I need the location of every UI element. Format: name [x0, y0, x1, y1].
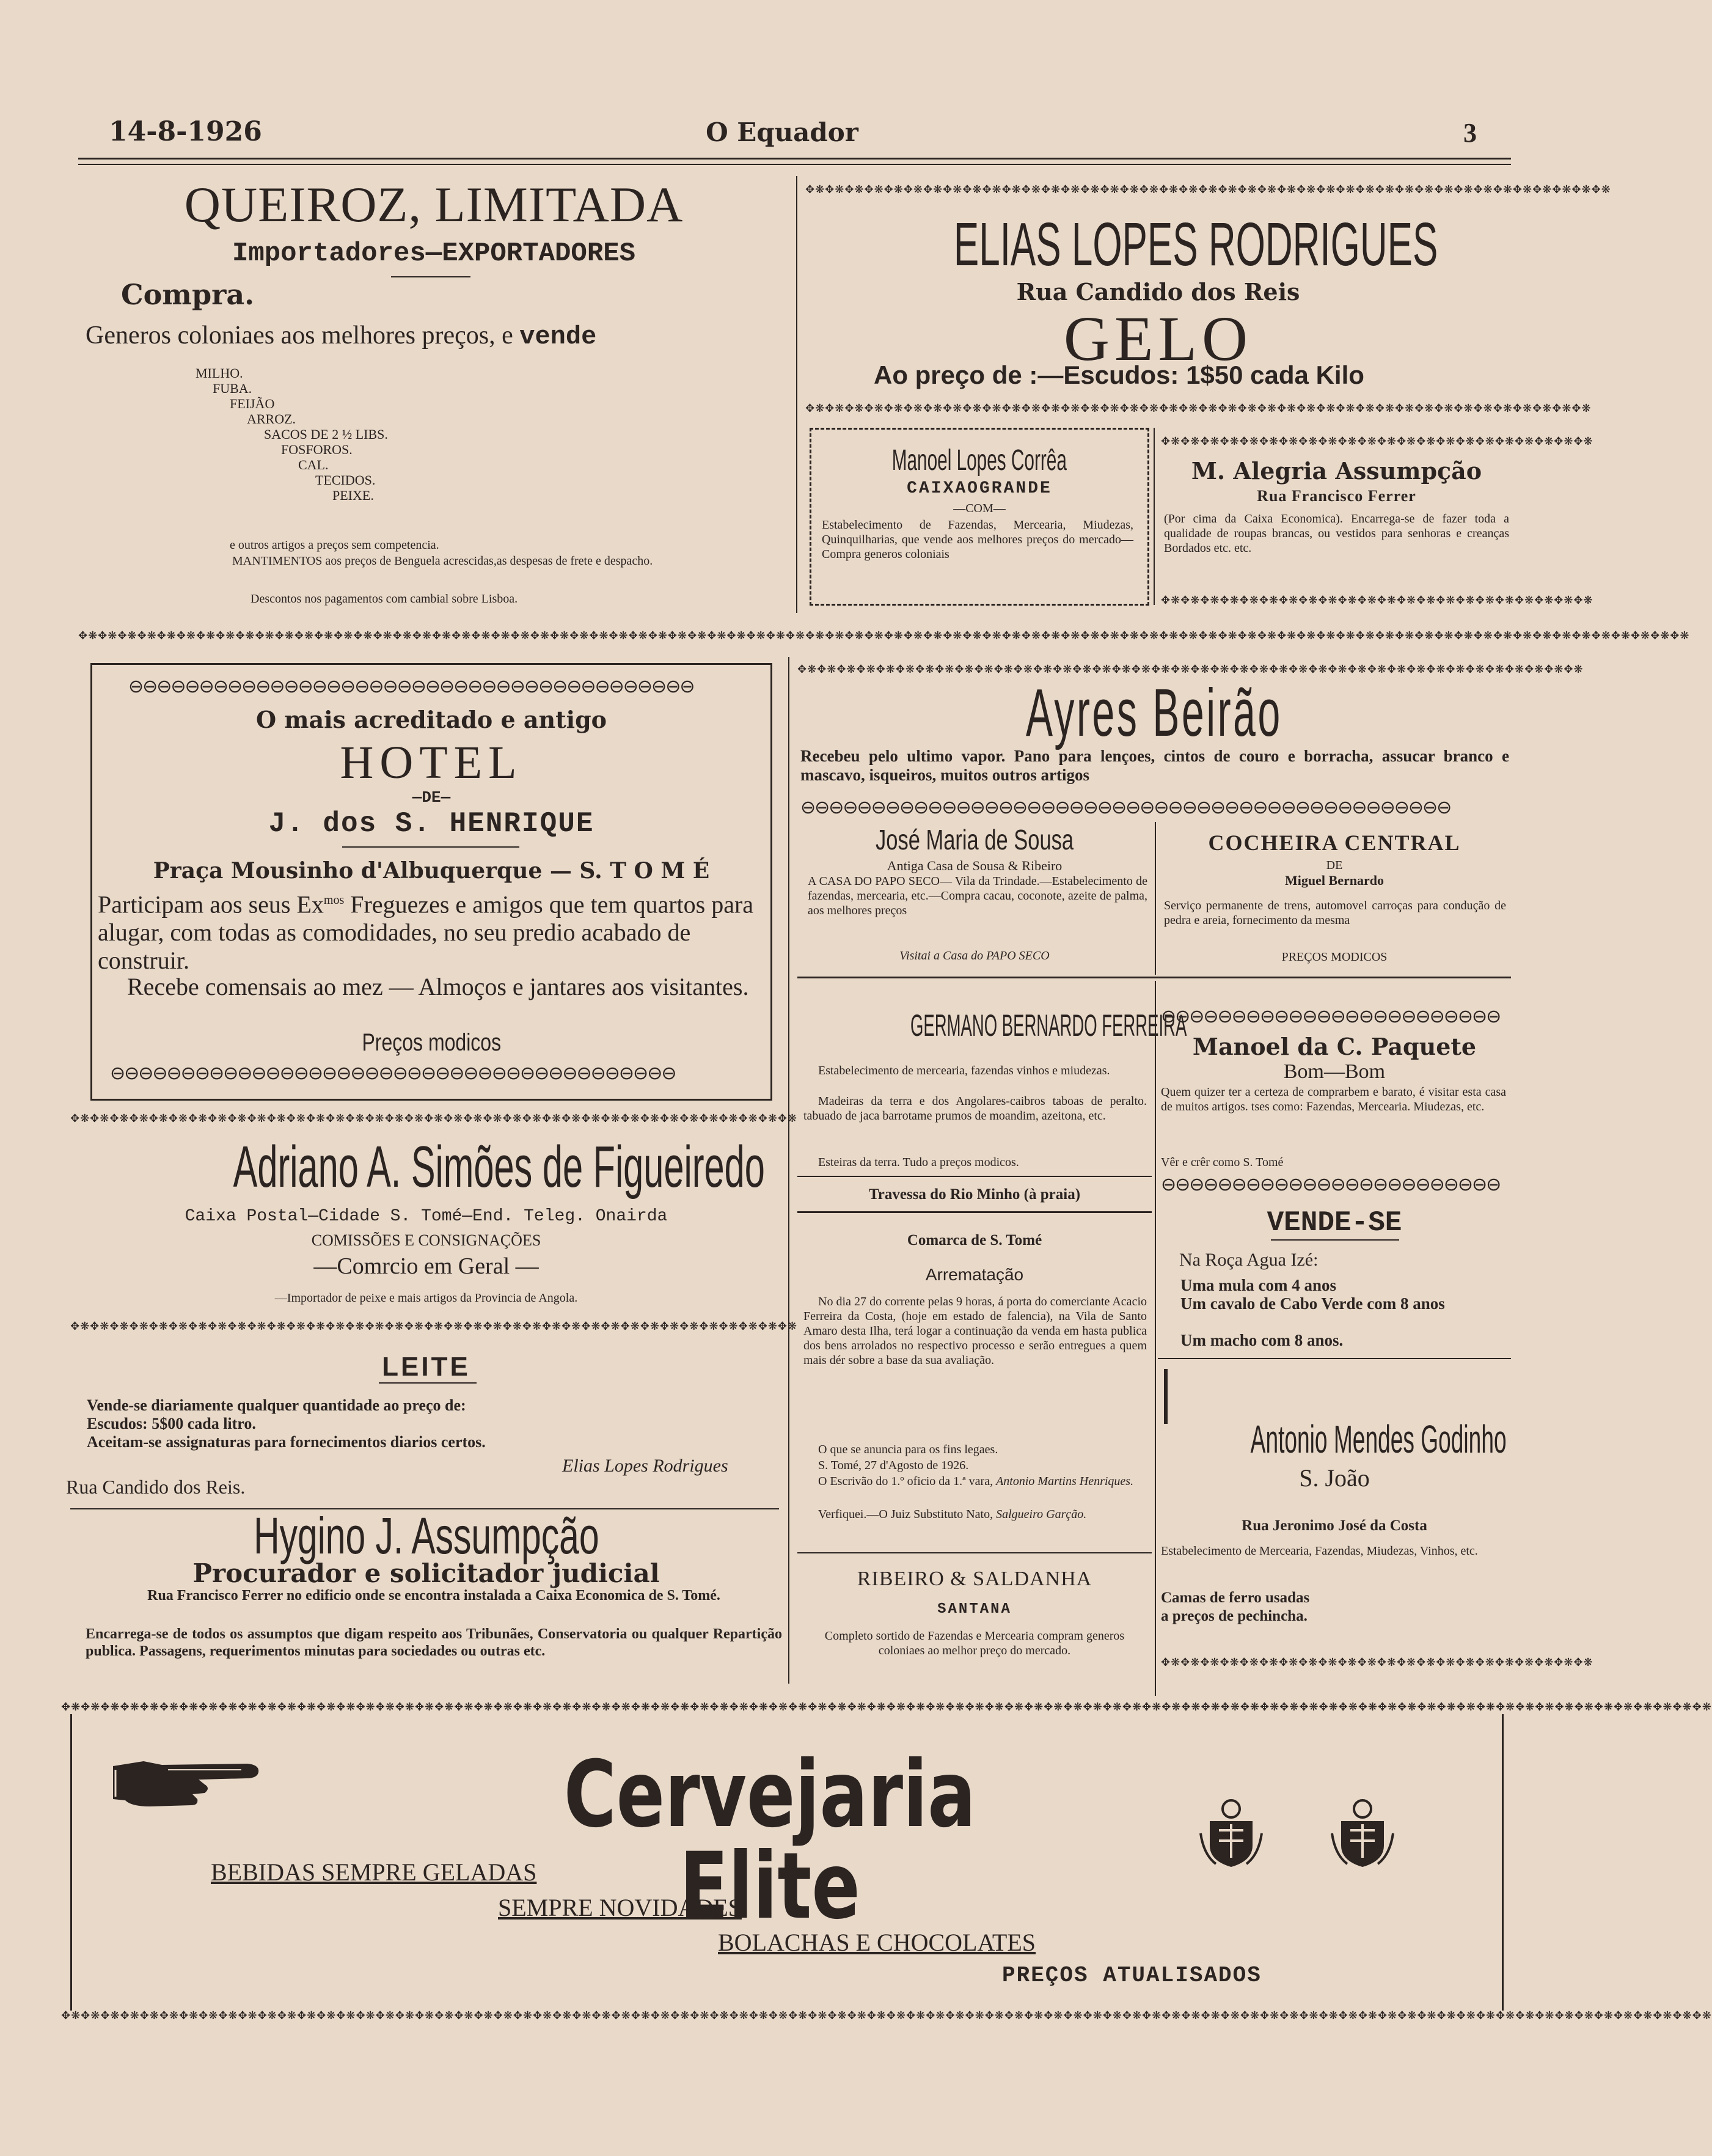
leite-sign: Elias Lopes Rodrigues: [562, 1456, 728, 1476]
paquete-end: Vêr e crêr como S. Tomé: [1161, 1156, 1284, 1169]
godinho-note-2: a preços de pechincha.: [1161, 1608, 1308, 1624]
ayres-name-wrap: [797, 675, 1511, 750]
vende-se-rule: [1271, 1239, 1399, 1241]
germano-text-2: Madeiras da terra e dos Angolares-caibros taboas de peralto. tabuado de jaca barrotame prumos de moandim, azeitona, etc.: [803, 1094, 1147, 1123]
alegria-name: M. Alegria Assumpção: [1191, 457, 1482, 485]
paquete-sub: Bom—Bom: [1283, 1060, 1386, 1083]
hygino-title: Procurador e solicitador judicial: [192, 1558, 660, 1588]
comarca-line-4b: Antonio Martins Henriques.: [996, 1475, 1134, 1488]
vende-se-line-3: Um macho com 8 anos.: [1180, 1331, 1344, 1349]
hotel-top: O mais acreditado e antigo: [255, 706, 607, 733]
ornament-border: ✥❋✥❋✥❋✥❋✥❋✥❋✥❋✥❋✥❋✥❋✥❋✥❋✥❋✥❋✥❋✥❋✥❋✥❋✥❋✥❋✥❋✥❋: [1161, 1656, 1593, 1669]
chain-ornament: ⊖⊖⊖⊖⊖⊖⊖⊖⊖⊖⊖⊖⊖⊖⊖⊖⊖⊖⊖⊖⊖⊖⊖⊖: [1161, 1006, 1501, 1027]
cocheira-name: COCHEIRA CENTRAL: [1208, 831, 1461, 855]
ornament-divider: ✥❋✥❋✥❋✥❋✥❋✥❋✥❋✥❋✥❋✥❋✥❋✥❋✥❋✥❋✥❋✥❋✥❋✥❋✥❋✥❋✥❋✥❋✥❋✥❋✥❋✥❋✥❋✥❋✥❋✥❋✥❋✥❋✥❋✥❋✥❋✥❋✥❋: [70, 1112, 798, 1125]
hotel-prices-wrap: [90, 1028, 772, 1057]
cocheira-de: DE: [1326, 859, 1343, 872]
chain-ornament: ⊖⊖⊖⊖⊖⊖⊖⊖⊖⊖⊖⊖⊖⊖⊖⊖⊖⊖⊖⊖⊖⊖⊖⊖: [1161, 1174, 1501, 1195]
queiroz-note-2: MANTIMENTOS aos preços de Benguela acrescidas,as despesas de frete e despacho.: [232, 554, 653, 568]
coat-of-arms-icon: [1329, 1797, 1396, 1870]
ornament-border: ✥❋✥❋✥❋✥❋✥❋✥❋✥❋✥❋✥❋✥❋✥❋✥❋✥❋✥❋✥❋✥❋✥❋✥❋✥❋✥❋✥❋✥❋✥❋✥❋✥❋✥❋✥❋✥❋✥❋✥❋✥❋✥❋✥❋✥❋✥❋✥❋✥❋✥❋✥❋✥❋✥❋✥❋✥❋✥❋✥❋✥❋✥❋✥❋✥❋✥❋✥❋✥❋✥❋✥❋✥❋✥❋✥❋✥❋✥❋✥❋✥❋✥❋✥❋✥❋✥❋✥❋✥❋✥❋✥❋✥❋✥❋✥❋✥❋✥❋✥❋✥❋✥❋✥❋✥❋✥❋✥❋✥❋✥❋✥❋: [61, 2009, 1712, 2022]
elias-price-label: Ao preço de :—Escudos:: [874, 361, 1179, 389]
pointing-hand-icon: [107, 1748, 266, 1815]
ornament-border: ✥❋✥❋✥❋✥❋✥❋✥❋✥❋✥❋✥❋✥❋✥❋✥❋✥❋✥❋✥❋✥❋✥❋✥❋✥❋✥❋✥❋✥❋✥❋✥❋✥❋✥❋✥❋✥❋✥❋✥❋✥❋✥❋✥❋✥❋✥❋✥❋✥❋✥❋✥❋✥❋: [797, 663, 1584, 676]
vende-se-place: Na Roça Agua Izé:: [1179, 1250, 1319, 1270]
ornament-divider: ✥❋✥❋✥❋✥❋✥❋✥❋✥❋✥❋✥❋✥❋✥❋✥❋✥❋✥❋✥❋✥❋✥❋✥❋✥❋✥❋✥❋✥❋✥❋✥❋✥❋✥❋✥❋✥❋✥❋✥❋✥❋✥❋✥❋✥❋✥❋✥❋✥❋✥❋✥❋✥❋✥❋✥❋✥❋✥❋✥❋✥❋✥❋✥❋✥❋✥❋✥❋✥❋✥❋✥❋✥❋✥❋✥❋✥❋✥❋✥❋✥❋✥❋✥❋✥❋✥❋✥❋✥❋✥❋✥❋✥❋✥❋✥❋✥❋✥❋✥❋✥❋✥❋✥❋✥❋✥❋✥❋✥❋: [78, 629, 1690, 642]
queiroz-note-3: Descontos nos pagamentos com cambial sobre Lisboa.: [251, 592, 518, 606]
godinho-name: Antonio Mendes Godinho: [1250, 1417, 1507, 1461]
vende-se-line-2: Um cavalo de Cabo Verde com 8 anos: [1180, 1294, 1445, 1313]
elias-price-value: 1$50 cada Kilo: [1186, 361, 1364, 389]
paquete-name: Manoel da C. Paquete: [1192, 1033, 1477, 1060]
adriano-name-wrap: [70, 1134, 782, 1200]
adriano-name: Adriano A. Simões de Figueiredo: [233, 1134, 765, 1200]
header-date: 14-8-1926: [109, 116, 262, 147]
queiroz-item: PEIXE.: [332, 488, 374, 503]
queiroz-item: MILHO.: [196, 365, 243, 381]
ribeiro-name: RIBEIRO & SALDANHA: [857, 1568, 1092, 1590]
elias-name-wrap: [805, 210, 1511, 279]
ornament-border: ✥❋✥❋✥❋✥❋✥❋✥❋✥❋✥❋✥❋✥❋✥❋✥❋✥❋✥❋✥❋✥❋✥❋✥❋✥❋✥❋✥❋✥❋: [1161, 435, 1593, 448]
comarca-line-5: [803, 1507, 1147, 1522]
godinho-name-wrap: [1158, 1418, 1511, 1461]
manoel-lopes-text: Estabelecimento de Fazendas, Mercearia, Miudezas, Quinquilharias, que vende aos melhores preços do mercado—Compra generos coloniais: [822, 518, 1133, 561]
manoel-lopes-name: Manoel Lopes Corrêa: [891, 444, 1067, 477]
comarca-bottom-rule: [797, 1552, 1152, 1553]
leite-title: LEITE: [382, 1352, 470, 1382]
vende-se-line-1: Uma mula com 4 anos: [1180, 1276, 1336, 1294]
hotel-address: Praça Mousinho d'Albuquerque — S. T O M É: [153, 858, 710, 884]
germano-text-1: Estabelecimento de mercearia, fazendas vinhos e miudezas.: [818, 1064, 1110, 1077]
queiroz-item: SACOS DE 2 ½ LIBS.: [264, 427, 388, 442]
queiroz-subtitle: Importadores—EXPORTADORES: [232, 238, 636, 269]
adriano-line-2: COMISSÕES E CONSIGNAÇÕES: [311, 1231, 541, 1249]
elias-name: ELIAS LOPES RODRIGUES: [953, 210, 1438, 279]
section-rule: [797, 977, 1511, 978]
queiroz-item: ARROZ.: [247, 411, 296, 427]
godinho-place: S. João: [1299, 1464, 1370, 1492]
jose-line-3: Visitai a Casa do PAPO SECO: [899, 949, 1050, 963]
comarca-sub: Arrematação: [925, 1265, 1024, 1284]
jose-divider: [1155, 822, 1156, 975]
germano-street: Travessa do Rio Minho (à praia): [868, 1186, 1081, 1203]
queiroz-items: [196, 365, 388, 503]
queiroz-generos-text: Generos coloniaes aos melhores preços, e: [86, 321, 513, 350]
germano-rule: [797, 1176, 1152, 1177]
germano-text-3: Esteiras da terra. Tudo a preços modicos.: [818, 1156, 1019, 1169]
elias-street: Rua Candido dos Reis: [1016, 278, 1300, 306]
ornament-border: ✥❋✥❋✥❋✥❋✥❋✥❋✥❋✥❋✥❋✥❋✥❋✥❋✥❋✥❋✥❋✥❋✥❋✥❋✥❋✥❋✥❋✥❋✥❋✥❋✥❋✥❋✥❋✥❋✥❋✥❋✥❋✥❋✥❋✥❋✥❋✥❋✥❋✥❋✥❋✥❋: [805, 402, 1592, 415]
godinho-text: Estabelecimento de Mercearia, Fazendas, Miudezas, Vinhos, etc.: [1161, 1544, 1478, 1558]
header-rule: [78, 158, 1511, 160]
queiroz-title: QUEIROZ, LIMITADA: [184, 177, 684, 232]
leite-line-1: Vende-se diariamente qualquer quantidade ao preço de:: [87, 1396, 466, 1414]
hotel-owner: J. dos S. HENRIQUE: [268, 808, 594, 840]
germano-divider: [1155, 981, 1156, 1696]
comarca-line-5b: Salgueiro Garção.: [996, 1508, 1087, 1521]
cervejaria-right-border: [1502, 1714, 1504, 2011]
comarca-title: Comarca de S. Tomé: [907, 1232, 1042, 1248]
cervejaria-name: Cervejaria Elite: [563, 1742, 976, 1940]
paquete-text: Quem quizer ter a certeza de comprarbem e barato, é visitar esta casa de muitos artigos. tses como: Fazendas, Mercearia. Miudezas, etc.: [1161, 1085, 1506, 1113]
queiroz-item: CAL.: [298, 457, 329, 472]
elias-product: GELO: [1063, 304, 1253, 374]
comarca-line-4: [803, 1474, 1147, 1489]
chain-ornament: ⊖⊖⊖⊖⊖⊖⊖⊖⊖⊖⊖⊖⊖⊖⊖⊖⊖⊖⊖⊖⊖⊖⊖⊖⊖⊖⊖⊖⊖⊖⊖⊖⊖⊖⊖⊖⊖⊖⊖⊖: [128, 676, 694, 697]
queiroz-generos: [86, 321, 596, 351]
cervejaria-left-border: [70, 1714, 72, 2011]
cervejaria-line-2: SEMPRE NOVIDADES: [498, 1894, 742, 1921]
elias-price: [874, 361, 1364, 390]
godinho-left-bar: [1164, 1369, 1168, 1424]
leite-line-2: Escudos: 5$00 cada litro.: [87, 1415, 256, 1432]
queiroz-item: TECIDOS.: [315, 472, 376, 488]
ornament-border: ✥❋✥❋✥❋✥❋✥❋✥❋✥❋✥❋✥❋✥❋✥❋✥❋✥❋✥❋✥❋✥❋✥❋✥❋✥❋✥❋✥❋✥❋✥❋✥❋✥❋✥❋✥❋✥❋✥❋✥❋✥❋✥❋✥❋✥❋✥❋✥❋✥❋✥❋✥❋✥❋✥❋✥❋✥❋✥❋✥❋✥❋✥❋✥❋✥❋✥❋✥❋✥❋✥❋✥❋✥❋✥❋✥❋✥❋✥❋✥❋✥❋✥❋✥❋✥❋✥❋✥❋✥❋✥❋✥❋✥❋✥❋✥❋✥❋✥❋✥❋✥❋✥❋✥❋✥❋✥❋✥❋✥❋✥❋✥❋: [61, 1701, 1712, 1714]
queiroz-small-rule: [391, 276, 470, 277]
queiroz-vende: vende: [519, 322, 597, 351]
hotel-text-2: Recebe comensais ao mez — Almoços e jantares aos visitantes.: [127, 973, 749, 1000]
ayres-name: Ayres Beirão: [1026, 675, 1282, 750]
hotel-text-1b: Freguezes e amigos que tem quartos para alugar, com todas as comodidades, no seu predio acabado de construir.: [98, 890, 754, 975]
comarca-line-2: O que se anuncia para os fins legaes.: [818, 1443, 998, 1456]
ribeiro-text: Completo sortido de Fazendas e Mercearia compram generos coloniaes ao melhor preço do mercado.: [824, 1629, 1125, 1657]
comarca-line-3: S. Tomé, 27 d'Agosto de 1926.: [818, 1459, 969, 1472]
cocheira-owner: Miguel Bernardo: [1285, 873, 1384, 888]
cocheira-text: Serviço permanente de trens, automovel carroças para condução de pedra e areia, fornecimento da mesma: [1164, 899, 1506, 927]
cocheira-prices: PREÇOS MODICOS: [1281, 950, 1388, 964]
hygino-name-wrap: [70, 1508, 782, 1564]
hygino-name: Hygino J. Assumpção: [253, 1507, 599, 1564]
ornament-border: ✥❋✥❋✥❋✥❋✥❋✥❋✥❋✥❋✥❋✥❋✥❋✥❋✥❋✥❋✥❋✥❋✥❋✥❋✥❋✥❋✥❋✥❋✥❋✥❋✥❋✥❋✥❋✥❋✥❋✥❋✥❋✥❋✥❋✥❋✥❋✥❋✥❋✥❋✥❋✥❋✥❋: [805, 183, 1611, 196]
chain-ornament: ⊖⊖⊖⊖⊖⊖⊖⊖⊖⊖⊖⊖⊖⊖⊖⊖⊖⊖⊖⊖⊖⊖⊖⊖⊖⊖⊖⊖⊖⊖⊖⊖⊖⊖⊖⊖⊖⊖⊖⊖⊖⊖⊖⊖⊖⊖: [800, 797, 1451, 818]
germano-rule-2: [797, 1211, 1152, 1213]
alegria-divider: [1154, 428, 1155, 605]
column-divider-top: [796, 176, 797, 613]
ornament-border: ✥❋✥❋✥❋✥❋✥❋✥❋✥❋✥❋✥❋✥❋✥❋✥❋✥❋✥❋✥❋✥❋✥❋✥❋✥❋✥❋✥❋✥❋: [1161, 594, 1593, 607]
hotel-text-1: [98, 886, 758, 975]
jose-name: José Maria de Sousa: [875, 824, 1074, 856]
godinho-note-1: Camas de ferro usadas: [1161, 1590, 1310, 1606]
ribeiro-sub: SANTANA: [937, 1601, 1012, 1618]
manoel-lopes-name-wrap: [810, 444, 1149, 477]
cervejaria-line-1: BEBIDAS SEMPRE GELADAS: [211, 1858, 537, 1886]
germano-name-wrap: [797, 1008, 1187, 1043]
comarca-text: No dia 27 do corrente pelas 9 horas, á porta do comerciante Acacio Ferreira da Costa, (hoje em estado de falencia), na Vila de Santo Amaro desta Ilha, terá logar a continuação da venda em hasta publica dos bens arrolados no respectivo processo e serão entregues a quem mais dér sobre a base da sua avaliação.: [803, 1295, 1147, 1367]
comarca-line-4a: O Escrivão do 1.º oficio da 1.ª vara,: [818, 1475, 993, 1488]
jose-line-2: A CASA DO PAPO SECO— Vila da Trindade.—Estabelecimento de fazendas, mercearia, etc.—Compra cacau, coconote, azeite de palma, aos melhores preços: [808, 875, 1147, 917]
hygino-line-1: Rua Francisco Ferrer no edificio onde se encontra instalada a Caixa Economica de S. Tomé.: [147, 1588, 720, 1604]
hotel-exmos: mos: [323, 893, 345, 907]
adriano-line-3: —Comrcio em Geral —: [313, 1253, 539, 1279]
chain-ornament: ⊖⊖⊖⊖⊖⊖⊖⊖⊖⊖⊖⊖⊖⊖⊖⊖⊖⊖⊖⊖⊖⊖⊖⊖⊖⊖⊖⊖⊖⊖⊖⊖⊖⊖⊖⊖⊖⊖⊖⊖: [110, 1063, 676, 1084]
godinho-street: Rua Jeronimo José da Costa: [1242, 1517, 1427, 1534]
header-rule-thin: [78, 164, 1511, 165]
vende-se-title: VENDE-SE: [1267, 1207, 1402, 1239]
cervejaria-line-4: PREÇOS ATUALISADOS: [1002, 1963, 1262, 1988]
column-divider-bottom: [788, 657, 789, 1684]
germano-name: GERMANO BERNARDO FERREIRA: [910, 1008, 1187, 1043]
vende-se-bottom-rule: [1158, 1358, 1511, 1359]
header-paper-name: O Equador: [706, 117, 858, 147]
jose-line-1: Antiga Casa de Sousa & Ribeiro: [887, 858, 1063, 873]
queiroz-item: FOSFOROS.: [281, 442, 353, 457]
leite-street: Rua Candido dos Reis.: [66, 1476, 246, 1498]
queiroz-note-1: e outros artigos a preços sem competencia.: [230, 538, 439, 552]
comarca-line-5a: Verfiquei.—O Juiz Substituto Nato,: [818, 1508, 993, 1521]
coat-of-arms-icon: [1198, 1797, 1265, 1870]
queiroz-item: FUBA.: [213, 381, 252, 396]
queiroz-item: FEIJÃO: [230, 396, 275, 411]
leite-line-3: Aceitam-se assignaturas para fornecimentos diarios certos.: [87, 1433, 486, 1451]
jose-name-wrap: [797, 825, 1152, 855]
alegria-text: (Por cima da Caixa Economica). Encarrega-se de fazer toda a qualidade de roupas brancas, ou vestidos para senhoras e creanças Bordados etc. etc.: [1164, 512, 1509, 555]
hygino-line-2: Encarrega-se de todos os assumptos que digam respeito aos Tribunães, Conservatoria ou qualquer Repartição publica. Passagens, requerimentos minutas para sociedades ou outras etc.: [86, 1626, 782, 1659]
manoel-lopes-com: —COM—: [953, 502, 1006, 515]
queiroz-buy: Compra.: [121, 278, 255, 311]
ayres-text: Recebeu pelo ultimo vapor. Pano para lençoes, cintos de couro e borracha, assucar branco e mascavo, isqueiros, muitos outros artigos: [800, 747, 1509, 784]
hotel-small-rule: [342, 846, 519, 848]
alegria-street: Rua Francisco Ferrer: [1257, 487, 1416, 505]
hotel-title: HOTEL: [340, 737, 523, 788]
ornament-divider: ✥❋✥❋✥❋✥❋✥❋✥❋✥❋✥❋✥❋✥❋✥❋✥❋✥❋✥❋✥❋✥❋✥❋✥❋✥❋✥❋✥❋✥❋✥❋✥❋✥❋✥❋✥❋✥❋✥❋✥❋✥❋✥❋✥❋✥❋✥❋✥❋✥❋: [70, 1320, 798, 1333]
hotel-de: —DE—: [412, 788, 451, 807]
hotel-text-1a: Participam aos seus Ex: [98, 890, 324, 919]
hotel-prices: Preços modicos: [362, 1029, 501, 1056]
adriano-line-4: —Importador de peixe e mais artigos da Provincia de Angola.: [274, 1291, 578, 1305]
adriano-line-1: Caixa Postal—Cidade S. Tomé—End. Teleg. Onairda: [185, 1207, 668, 1226]
leite-rule: [379, 1382, 477, 1384]
header-page-number: 3: [1463, 118, 1477, 148]
cervejaria-line-3: BOLACHAS E CHOCOLATES: [718, 1929, 1036, 1956]
manoel-lopes-sub: CAIXAOGRANDE: [907, 479, 1052, 498]
